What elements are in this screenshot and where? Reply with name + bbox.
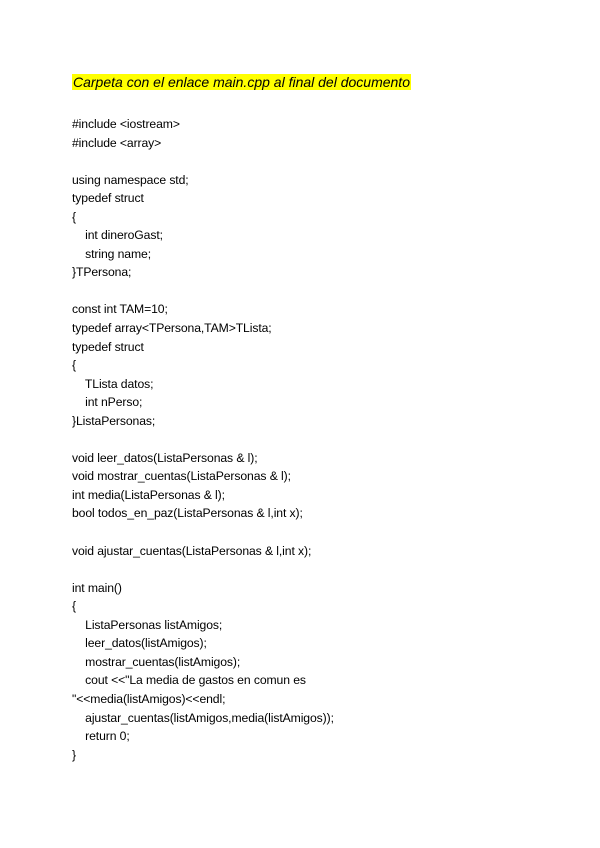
code-line: int media(ListaPersonas & l);	[72, 487, 225, 502]
code-line: }ListaPersonas;	[72, 413, 156, 428]
document-heading	[72, 72, 411, 92]
code-line: TLista datos;	[72, 376, 154, 391]
code-line: void leer_datos(ListaPersonas & l);	[72, 450, 258, 465]
code-line: typedef struct	[72, 191, 144, 206]
code-line: #include <array>	[72, 135, 162, 150]
code-line: {	[72, 209, 76, 224]
code-line: ajustar_cuentas(listAmigos,media(listAmigos));	[72, 710, 334, 725]
code-line: bool todos_en_paz(ListaPersonas & l,int x);	[72, 506, 303, 521]
code-line: {	[72, 358, 76, 373]
highlighted-heading-text: Carpeta con el enlace main.cpp al final del documento	[73, 74, 410, 90]
code-line: string name;	[72, 246, 152, 261]
code-line: typedef array<TPersona,TAM>TLista;	[72, 321, 272, 336]
code-block	[72, 115, 572, 764]
code-line: void mostrar_cuentas(ListaPersonas & l);	[72, 469, 291, 484]
code-line: ListaPersonas listAmigos;	[72, 617, 223, 632]
code-line: int main()	[72, 580, 122, 595]
code-line	[72, 152, 572, 171]
code-line	[72, 430, 572, 449]
code-line: int nPerso;	[72, 395, 143, 410]
code-line: cout <<"La media de gastos en comun es	[72, 673, 306, 688]
code-line	[72, 560, 572, 579]
code-line: {	[72, 599, 76, 614]
code-line: int dineroGast;	[72, 228, 163, 243]
code-line: mostrar_cuentas(listAmigos);	[72, 654, 241, 669]
code-line: leer_datos(listAmigos);	[72, 636, 207, 651]
code-line: }	[72, 747, 76, 762]
code-line	[72, 523, 572, 542]
code-line: #include <iostream>	[72, 117, 180, 131]
code-line: return 0;	[72, 729, 130, 744]
code-line: }TPersona;	[72, 265, 132, 280]
code-line: const int TAM=10;	[72, 302, 168, 317]
code-line: "<<media(listAmigos)<<endl;	[72, 691, 226, 706]
code-line	[72, 282, 572, 301]
code-line: void ajustar_cuentas(ListaPersonas & l,int x);	[72, 543, 312, 558]
code-line: typedef struct	[72, 339, 144, 354]
code-line: using namespace std;	[72, 172, 189, 187]
